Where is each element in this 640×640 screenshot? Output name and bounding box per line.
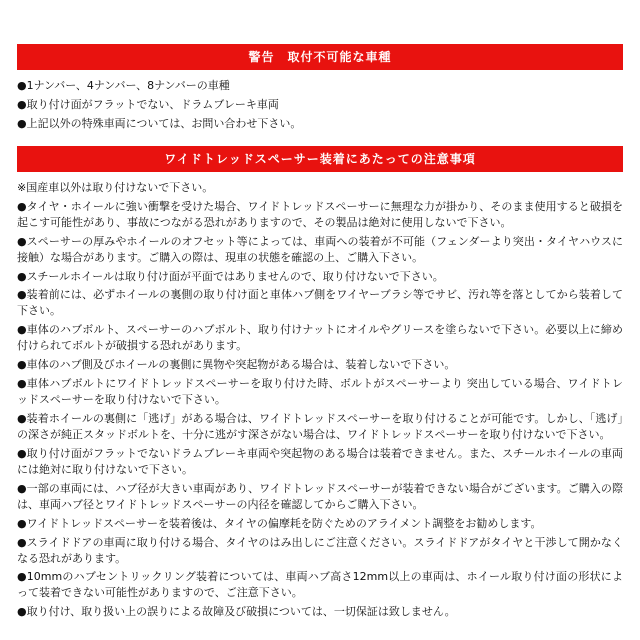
notes-item: ●ワイドトレッドスペーサーを装着後は、タイヤの偏摩耗を防ぐためのアライメント調整をお勧めします。 xyxy=(17,516,542,530)
notes-item: ●10mmのハブセントリックリング装着については、車両ハブ高さ12mm以上の車両は、ホイール取り付け面の形状によって装着できない可能性がありますので、ご注意下さい。 xyxy=(17,570,623,600)
notes-item: ●車体のハブ側及びホイールの裏側に異物や突起物がある場合は、装着しないで下さい。 xyxy=(17,358,456,372)
notes-item: ●一部の車両には、ハブ径が大きい車両があり、ワイドトレッドスペーサーが装着できない場合がございます。ご購入の際は、車両ハブ径とワイドトレッドスペーサーの内径を確認してからご購入下さい。 xyxy=(17,481,623,511)
notes-item: ●装着ホイールの裏側に「逃げ」がある場合は、ワイドトレッドスペーサーを取り付けることが可能です。しかし、「逃げ」の深さが純正スタッドボルトを、十分に逃がす深さがない場合は、ワイドトレッドスペーサーを取り付けないで下さい。 xyxy=(17,412,623,441)
notes-item: ●スペーサーの厚みやホイールのオフセット等によっては、車両への装着が不可能（フェンダーより突出・タイヤハウスに接触）な場合があります。ご購入の際は、現車の状態を確認の上、ご購入下さい。 xyxy=(17,234,623,264)
notes-item: ●取り付け面がフラットでないドラムブレーキ車両や突起物のある場合は装着できません。また、スチールホイールの車両には絶対に取り付けないで下さい。 xyxy=(17,446,623,476)
warning-banner-title: 警告 取付不可能な車種 xyxy=(17,44,623,70)
notes-item: ●取り付け、取り扱い上の誤りによる故障及び破損については、一切保証は致しません。 xyxy=(17,605,456,619)
notes-item: ※国産車以外は取り付けないで下さい。 xyxy=(17,180,214,194)
notes-item: ●車体のハブボルト、スペーサーのハブボルト、取り付けナットにオイルやグリースを塗らないで下さい。必要以上に締め付けられてボルトが破損する恐れがあります。 xyxy=(17,323,623,353)
notes-item-list xyxy=(17,180,623,620)
notes-item: ●スチールホイールは取り付け面が平面ではありませんので、取り付けないで下さい。 xyxy=(17,269,444,283)
notes-banner-title: ワイドトレッドスペーサー装着にあたっての注意事項 xyxy=(17,146,623,172)
notes-item: ●タイヤ・ホイールに強い衝撃を受けた場合、ワイドトレッドスペーサーに無理な力が掛かり、そのまま使用すると破損を起こす可能性があり、事故につながる恐れがありますので、その製品は絶対に使用しないで下さい。 xyxy=(17,199,623,229)
notes-item: ●スライドドアの車両に取り付ける場合、タイヤのはみ出しにご注意ください。スライドドアがタイヤと干渉して開かなくなる恐れがあります。 xyxy=(17,535,623,565)
warning-item: ●1ナンバー、4ナンバー、8ナンバーの車種 xyxy=(17,79,230,92)
notes-item: ●装着前には、必ずホイールの裏側の取り付け面と車体ハブ側をワイヤーブラシ等でサビ、汚れ等を落としてから装着して下さい。 xyxy=(17,288,623,318)
warning-item: ●取り付け面がフラットでない、ドラムブレーキ車両 xyxy=(17,97,279,111)
warning-item-list xyxy=(17,78,623,132)
warning-item: ●上記以外の特殊車両については、お問い合わせ下さい。 xyxy=(17,116,302,130)
notes-item: ●車体ハブボルトにワイドトレッドスペーサーを取り付けた時、ボルトがスペーサーより 突出している場合、ワイドトレッドスペーサーを取り付けないで下さい。 xyxy=(17,377,623,407)
